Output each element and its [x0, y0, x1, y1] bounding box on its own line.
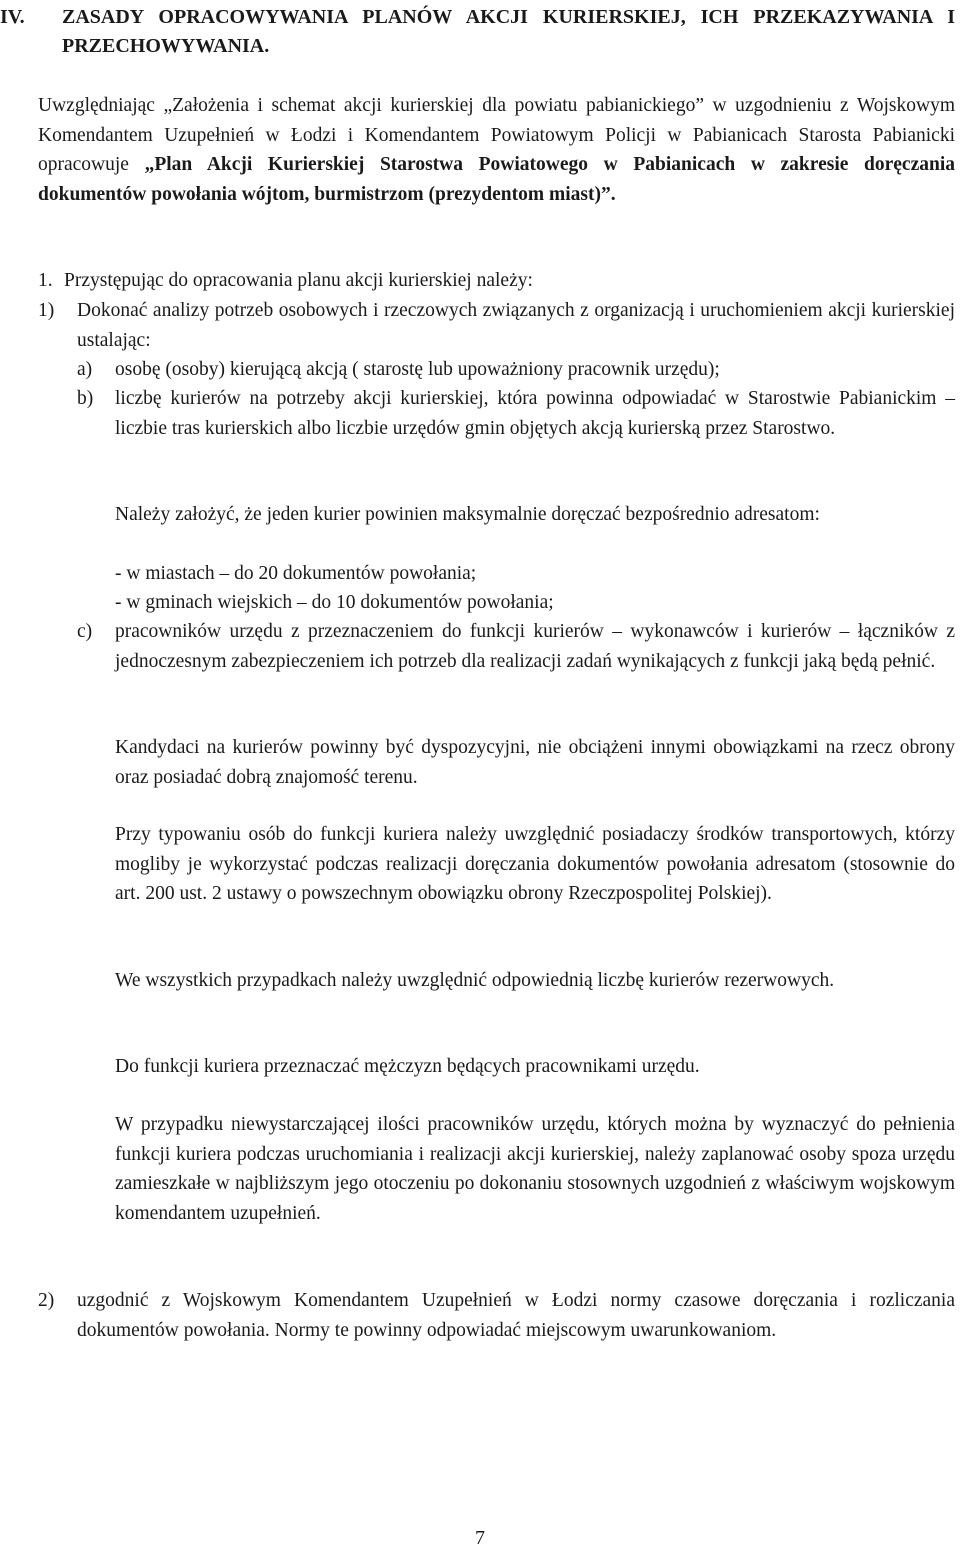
sub-1-number: 1)	[38, 300, 55, 321]
point-1-number: 1.	[38, 270, 53, 291]
item-a-text: osobę (osoby) kierującą akcją ( starostę lub upoważniony pracownik urzędu);	[115, 359, 720, 380]
sub-2-number: 2)	[38, 1290, 55, 1311]
item-a-label: a)	[77, 359, 93, 380]
paragraph-reserve: We wszystkich przypadkach należy uwzględnić odpowiednią liczbę kurierów rezerwowych.	[115, 970, 835, 991]
point-1-lead: Przystępując do opracowania planu akcji kurierskiej należy:	[64, 270, 533, 291]
item-c-label: c)	[77, 621, 93, 642]
item-b-label: b)	[77, 388, 94, 409]
paragraph-candidates: Kandydaci na kurierów powinny być dyspozycyjni, nie obciążeni innymi obowiązkami na rzecz obrony oraz posiadać dobrą znajomość terenu.	[115, 737, 955, 788]
note-b-text: Należy założyć, że jeden kurier powinien maksymalnie doręczać bezpośrednio adresatom:	[115, 504, 820, 525]
intro-paragraph	[38, 91, 955, 209]
sub-1-text: Dokonać analizy potrzeb osobowych i rzeczowych związanych z organizacją i uruchomieniem akcji kurierskiej ustalając:	[77, 300, 955, 351]
paragraph-insufficient-staff: W przypadku niewystarczającej ilości pracowników urzędu, których można by wyznaczyć do pełnienia funkcji kuriera podczas uruchomiania i realizacji akcji kurierskiej, należy zaplanować osoby spoza urzędu zamieszkałe w najbliższym jego otoczeniu po dokonaniu stosownych uzgodnień z właściwym wojskowym komendantem uzupełnień.	[115, 1114, 955, 1224]
intro-text: Uwzględniając „Założenia i schemat akcji kurierskiej dla powiatu pabianickiego” w uzgodnieniu z Wojskowym Komendantem Uzupełnień w Łodzi i Komendantem Powiatowym Policji w Pabianicach Starosta Pabianicki opracowuje	[38, 95, 955, 175]
section-heading	[0, 3, 955, 61]
intro-plan-title: „Plan Akcji Kurierskiej Starostwa Powiatowego w Pabianicach w zakresie doręczania dokumentów powołania wójtom, burmistrzom (prezydentom miast)”.	[38, 154, 955, 205]
note-b-line-2: - w gminach wiejskich – do 10 dokumentów powołania;	[115, 592, 554, 613]
paragraph-men: Do funkcji kuriera przeznaczać mężczyzn będących pracownikami urzędu.	[115, 1056, 700, 1077]
page-number: 7	[475, 1527, 485, 1549]
sub-2-text: uzgodnić z Wojskowym Komendantem Uzupełnień w Łodzi normy czasowe doręczania i rozliczania dokumentów powołania. Normy te powinny odpowiadać miejscowym uwarunkowaniom.	[77, 1290, 955, 1341]
item-c-text: pracowników urzędu z przeznaczeniem do funkcji kurierów – wykonawców i kurierów – łączników z jednoczesnym zabezpieczeniem ich potrzeb dla realizacji zadań wynikających z funkcji jaką będą pełnić.	[115, 621, 955, 672]
paragraph-transport: Przy typowaniu osób do funkcji kuriera należy uwzględnić posiadaczy środków transportowych, którzy mogliby je wykorzystać podczas realizacji doręczania dokumentów powołania adresatom (stosownie do art. 200 ust. 2 ustawy o powszechnym obowiązku obrony Rzeczpospolitej Polskiej).	[115, 824, 955, 904]
item-b-text: liczbę kurierów na potrzeby akcji kurierskiej, która powinna odpowiadać w Starostwie Pabianickim – liczbie tras kurierskich albo liczbie urzędów gmin objętych akcją kurierską przez Starostwo.	[115, 388, 955, 439]
section-number: IV.	[0, 6, 25, 28]
note-b-line-1: - w miastach – do 20 dokumentów powołania;	[115, 563, 477, 584]
section-title: ZASADY OPRACOWYWANIA PLANÓW AKCJI KURIERSKIEJ, ICH PRZEKAZYWANIA I PRZECHOWYWANIA.	[62, 6, 955, 57]
